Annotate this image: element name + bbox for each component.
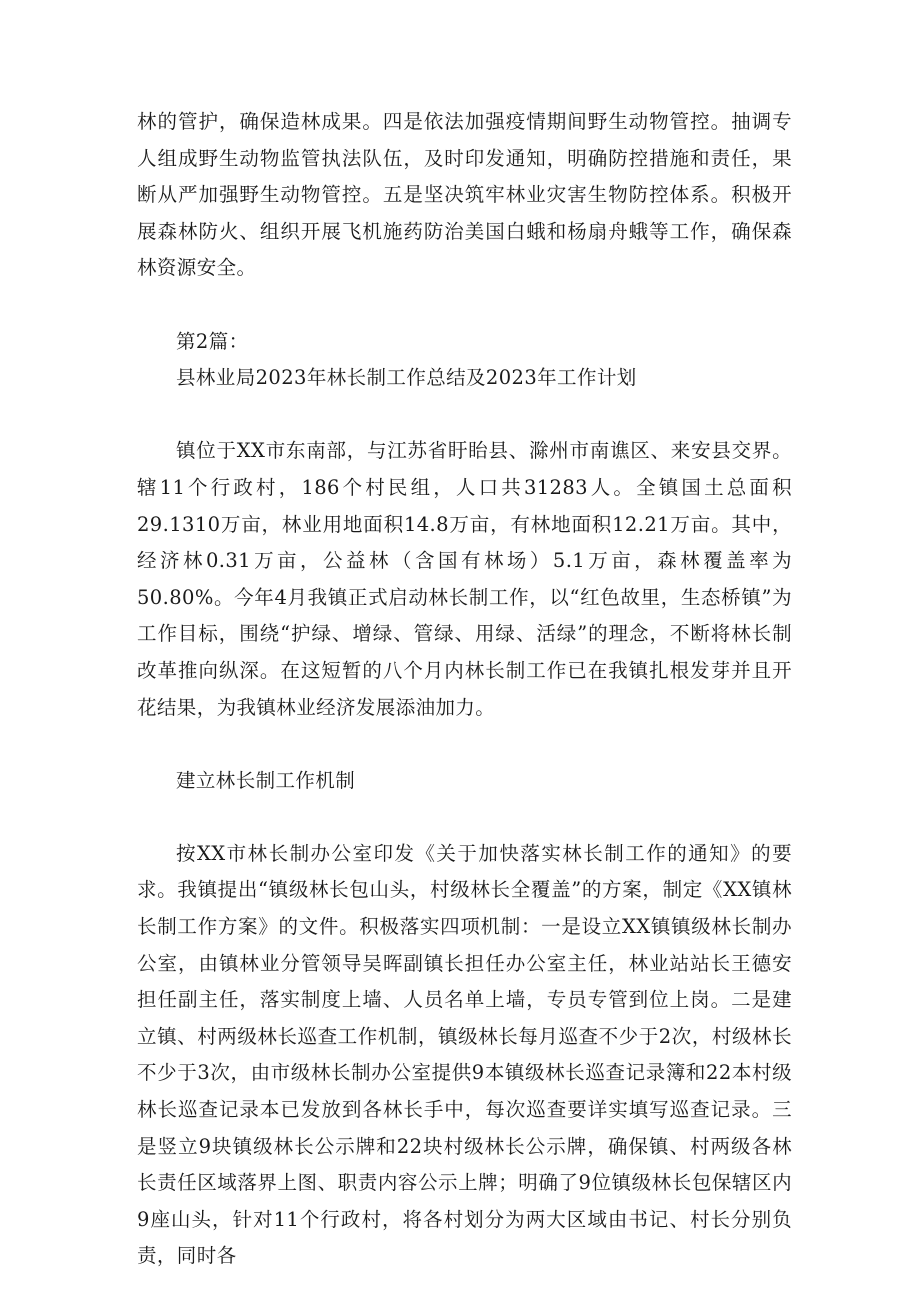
paragraph-intro: 镇位于XX市东南部，与江苏省盱眙县、滁州市南谯区、来安县交界。辖11个行政村，186个村民组，人口共31283人。全镇国土总面积29.1310万亩，林业用地面积14.8万亩，有林地面积12.21万亩。其中，经济林0.31万亩，公益林（含国有林场）5.1万亩，森林覆盖率为50.80%。今年4月我镇正式启动林长制工作，以“红色故里，生态桥镇”为工作目标，围绕“护绿、增绿、管绿、用绿、活绿”的理念，不断将林长制改革推向纵深。在这短暂的八个月内林长制工作已在我镇扎根发芽并且开花结果，为我镇林业经济发展添油加力。 (137, 439, 792, 719)
spacer (137, 726, 792, 763)
section-label: 第2篇： (176, 329, 249, 353)
paragraph-continued: 林的管护，确保造林成果。四是依法加强疫情期间野生动物管控。抽调专人组成野生动物监管执法队伍，及时印发通知，明确防控措施和责任，果断从严加强野生动物管控。五是坚决筑牢林业灾害生物防控体系。积极开展森林防火、组织开展飞机施药防治美国白蛾和杨扇舟蛾等工作，确保森林资源安全。 (137, 110, 792, 280)
subheading: 建立林长制工作机制 (176, 768, 356, 792)
section-title: 县林业局2023年林长制工作总结及2023年工作计划 (176, 366, 637, 390)
paragraph-mechanism: 按XX市林长制办公室印发《关于加快落实林长制工作的通知》的要求。我镇提出“镇级林长包山头，村级林长全覆盖”的方案，制定《XX镇林长制工作方案》的文件。积极落实四项机制：一是设立XX镇镇级林长制办公室，由镇林业分管领导吴晖副镇长担任办公室主任，林业站站长王德安担任副主任，落实制度上墙、人员名单上墙，专员专管到位上岗。二是建立镇、村两级林长巡查工作机制，镇级林长每月巡查不少于2次，村级林长不少于3次，由市级林长制办公室提供9本镇级林长巡查记录簿和22本村级林长巡查记录本已发放到各林长手中，每次巡查要详实填写巡查记录。三是竖立9块镇级林长公示牌和22块村级林长公示牌，确保镇、村两级各林长责任区域落界上图、职责内容公示上牌；明确了9位镇级林长包保辖区内9座山头，针对11个行政村，将各村划分为两大区域由书记、村长分别负责，同时各 (137, 841, 792, 1268)
spacer (137, 287, 792, 324)
spacer (137, 799, 792, 836)
spacer (137, 397, 792, 434)
document-page (137, 104, 792, 1275)
